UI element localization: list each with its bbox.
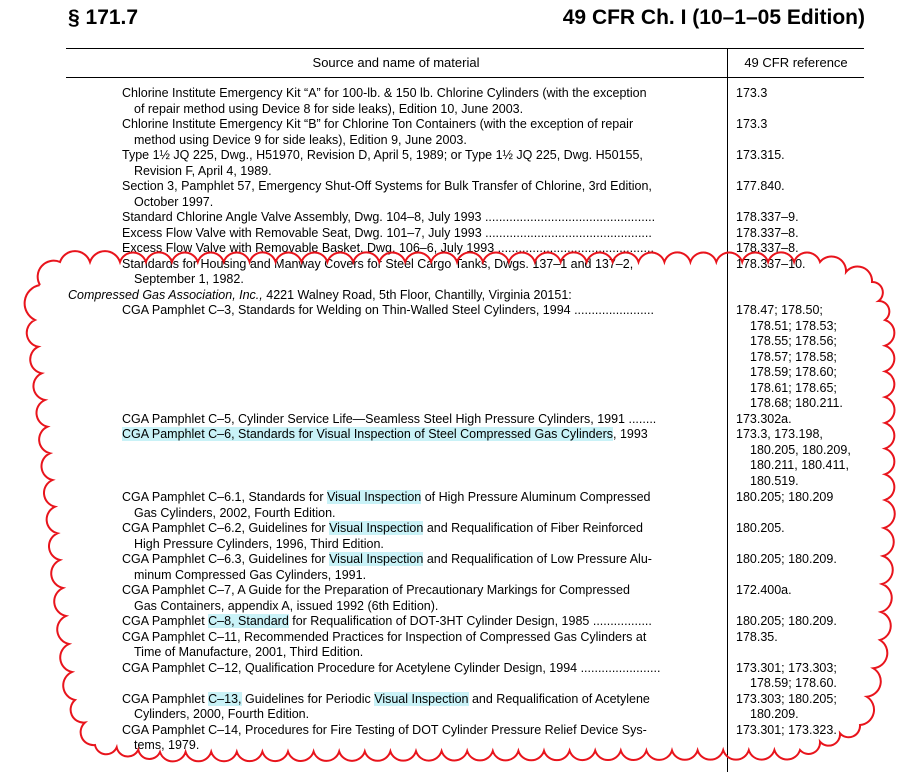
source-text: Chlorine Institute Emergency Kit “A” for 100-lb. & 150 lb. Chlorine Cylinders (with the exception (122, 86, 647, 100)
reference-cell: 173.3 (736, 117, 768, 131)
section-number: § 171.7 (68, 6, 139, 29)
source-text: , 1993 (613, 427, 648, 441)
source-text: CGA Pamphlet (122, 691, 209, 706)
reference-cell (736, 427, 861, 489)
table-row (0, 583, 899, 614)
source-text: Excess Flow Valve with Removable Seat, Dwg. 101–7, July 1993 ................................................ (122, 225, 652, 240)
group-heading (68, 288, 899, 304)
source-text: Gas Cylinders, 2002, Fourth Edition. (134, 505, 336, 520)
highlighted-text: C–8, Standard (208, 614, 289, 628)
source-text: CGA Pamphlet C–6.1, Standards for (122, 490, 327, 504)
table-top-rule (66, 48, 864, 49)
reference-line: 180.205, 180.209, (750, 442, 851, 457)
reference-line: 173.303; 180.205; (736, 691, 837, 706)
source-text: CGA Pamphlet C–6.2, Guidelines for (122, 521, 330, 535)
source-text: CGA Pamphlet C–3, Standards for Welding on Thin-Walled Steel Cylinders, 1994 ....................... (122, 303, 654, 317)
reference-line: 178.61; 178.65; (750, 380, 837, 395)
source-text: High Pressure Cylinders, 1996, Third Edition. (134, 536, 384, 551)
reference-line: 180.209. (750, 707, 799, 721)
highlighted-text: Visual Inspection (326, 490, 422, 504)
column-header-reference: 49 CFR reference (744, 55, 848, 70)
source-text: and Requalification of Acetylene (468, 691, 650, 706)
organization-name: Compressed Gas Association, Inc., (68, 287, 263, 302)
table-row (0, 257, 899, 288)
table-row (0, 241, 899, 257)
column-header-source: Source and name of material (312, 55, 480, 70)
reference-line: 180.211, 180.411, (750, 458, 849, 472)
source-text: and Requalification of Fiber Reinforced (423, 521, 643, 535)
reference-cell: 178.35. (736, 629, 778, 644)
reference-line: 178.57; 178.58; (750, 349, 837, 364)
reference-cell: 178.337–10. (736, 256, 806, 271)
reference-line: 178.59; 178.60. (750, 676, 837, 690)
table-row (0, 412, 899, 428)
reference-cell: 173.3 (736, 86, 768, 100)
table-row (0, 179, 899, 210)
source-text: Guidelines for Periodic (241, 691, 375, 706)
reference-line: 178.55; 178.56; (750, 334, 837, 348)
source-text: Cylinders, 2000, Fourth Edition. (134, 707, 310, 721)
source-text: Gas Containers, appendix A, issued 1992 (6th Edition). (134, 598, 439, 613)
reference-cell: 172.400a. (736, 583, 792, 597)
table-row (0, 692, 899, 723)
source-text: Excess Flow Valve with Removable Basket, Dwg. 106–6, July 1993 ............................................. (122, 241, 654, 255)
highlighted-text: Visual Inspection (329, 552, 424, 566)
table-row (0, 117, 899, 148)
reference-cell (736, 661, 861, 692)
table-row (0, 521, 899, 552)
source-text: for Requalification of DOT-3HT Cylinder Design, 1985 ................. (288, 614, 652, 628)
organization-address: 4221 Walney Road, 5th Floor, Chantilly, Virginia 20151: (262, 287, 572, 302)
reference-cell: 180.205; 180.209. (736, 552, 837, 566)
edition-title: 49 CFR Ch. I (10–1–05 Edition) (562, 6, 865, 29)
reference-cell: 177.840. (736, 179, 785, 193)
reference-cell: 180.205. (736, 521, 785, 535)
page-header (68, 6, 865, 36)
reference-cell: 178.337–8. (736, 225, 799, 240)
table-row (0, 86, 899, 117)
table-row (0, 661, 899, 692)
source-text: Chlorine Institute Emergency Kit “B” for Chlorine Ton Containers (with the exception of repair (122, 117, 634, 131)
source-text: Standards for Housing and Manway Covers for Steel Cargo Tanks, Dwgs. 137–1 and 137–2, (122, 256, 634, 271)
reference-cell (736, 303, 861, 412)
reference-line: 173.301; 173.303; (736, 660, 837, 675)
highlighted-text: Visual Inspection (374, 691, 469, 706)
source-text: CGA Pamphlet C–6.3, Guidelines for (122, 552, 330, 566)
table-row (0, 630, 899, 661)
reference-cell: 173.315. (736, 148, 785, 162)
source-text: CGA Pamphlet C–5, Cylinder Service Life—Seamless Steel High Pressure Cylinders, 1991 ........ (122, 411, 657, 426)
reference-cell: 180.205; 180.209 (736, 490, 834, 504)
source-text: method using Device 9 for side leaks), Edition 9, June 2003. (134, 132, 467, 147)
source-text: of repair method using Device 8 for side leaks), Edition 10, June 2003. (134, 101, 524, 116)
reference-cell: 178.337–9. (736, 210, 799, 224)
reference-cell: 178.337–8. (736, 241, 799, 255)
table-row (0, 490, 899, 521)
source-text: Standard Chlorine Angle Valve Assembly, Dwg. 104–8, July 1993 ................................................. (122, 210, 656, 224)
table-body (0, 86, 899, 754)
source-text: September 1, 1982. (134, 272, 244, 286)
table-header-rule (66, 77, 864, 78)
highlighted-text: C–13, (208, 691, 242, 706)
source-text: Time of Manufacture, 2001, Third Edition. (134, 645, 364, 659)
source-text: Revision F, April 4, 1989. (134, 163, 272, 178)
source-text: CGA Pamphlet C–11, Recommended Practices for Inspection of Compressed Gas Cylinders at (122, 629, 647, 644)
reference-line: 178.68; 180.211. (750, 396, 843, 410)
source-text: CGA Pamphlet C–12, Qualification Procedure for Acetylene Cylinder Design, 1994 ....................... (122, 660, 661, 675)
reference-line: 178.51; 178.53; (750, 318, 837, 333)
reference-cell (736, 692, 861, 723)
reference-cell: 180.205; 180.209. (736, 614, 837, 628)
table-row (0, 614, 899, 630)
source-text: October 1997. (134, 194, 214, 209)
source-text: Section 3, Pamphlet 57, Emergency Shut-Off Systems for Bulk Transfer of Chlorine, 3rd Edition, (122, 179, 652, 193)
reference-line: 173.3, 173.198, (736, 427, 823, 441)
source-text: CGA Pamphlet C–14, Procedures for Fire Testing of DOT Cylinder Pressure Relief Device Sys- (122, 722, 647, 737)
table-row (0, 303, 899, 412)
table-row (0, 723, 899, 754)
source-text: Type 1½ JQ 225, Dwg., H51970, Revision D, April 5, 1989; or Type 1½ JQ 225, Dwg. H50155, (122, 148, 643, 162)
reference-cell: 173.301; 173.323. (736, 722, 837, 737)
reference-line: 180.519. (750, 473, 799, 488)
table-row (0, 210, 899, 226)
source-text: and Requalification of Low Pressure Alu- (423, 552, 652, 566)
table-row (0, 552, 899, 583)
source-text: minum Compressed Gas Cylinders, 1991. (134, 567, 367, 582)
source-text: CGA Pamphlet (122, 614, 209, 628)
table-row (0, 148, 899, 179)
source-text: tems, 1979. (134, 738, 200, 752)
reference-line: 178.59; 178.60; (750, 365, 837, 379)
reference-line: 178.47; 178.50; (736, 303, 823, 317)
source-text: of High Pressure Aluminum Compressed (421, 490, 651, 504)
source-text: CGA Pamphlet C–7, A Guide for the Preparation of Precautionary Markings for Compressed (122, 583, 630, 597)
highlighted-text: Visual Inspection (329, 521, 424, 535)
table-row (0, 427, 899, 489)
reference-cell: 173.302a. (736, 411, 792, 426)
highlighted-text: CGA Pamphlet C–6, Standards for Visual Inspection of Steel Compressed Gas Cylinders (122, 427, 613, 441)
table-row (0, 226, 899, 242)
